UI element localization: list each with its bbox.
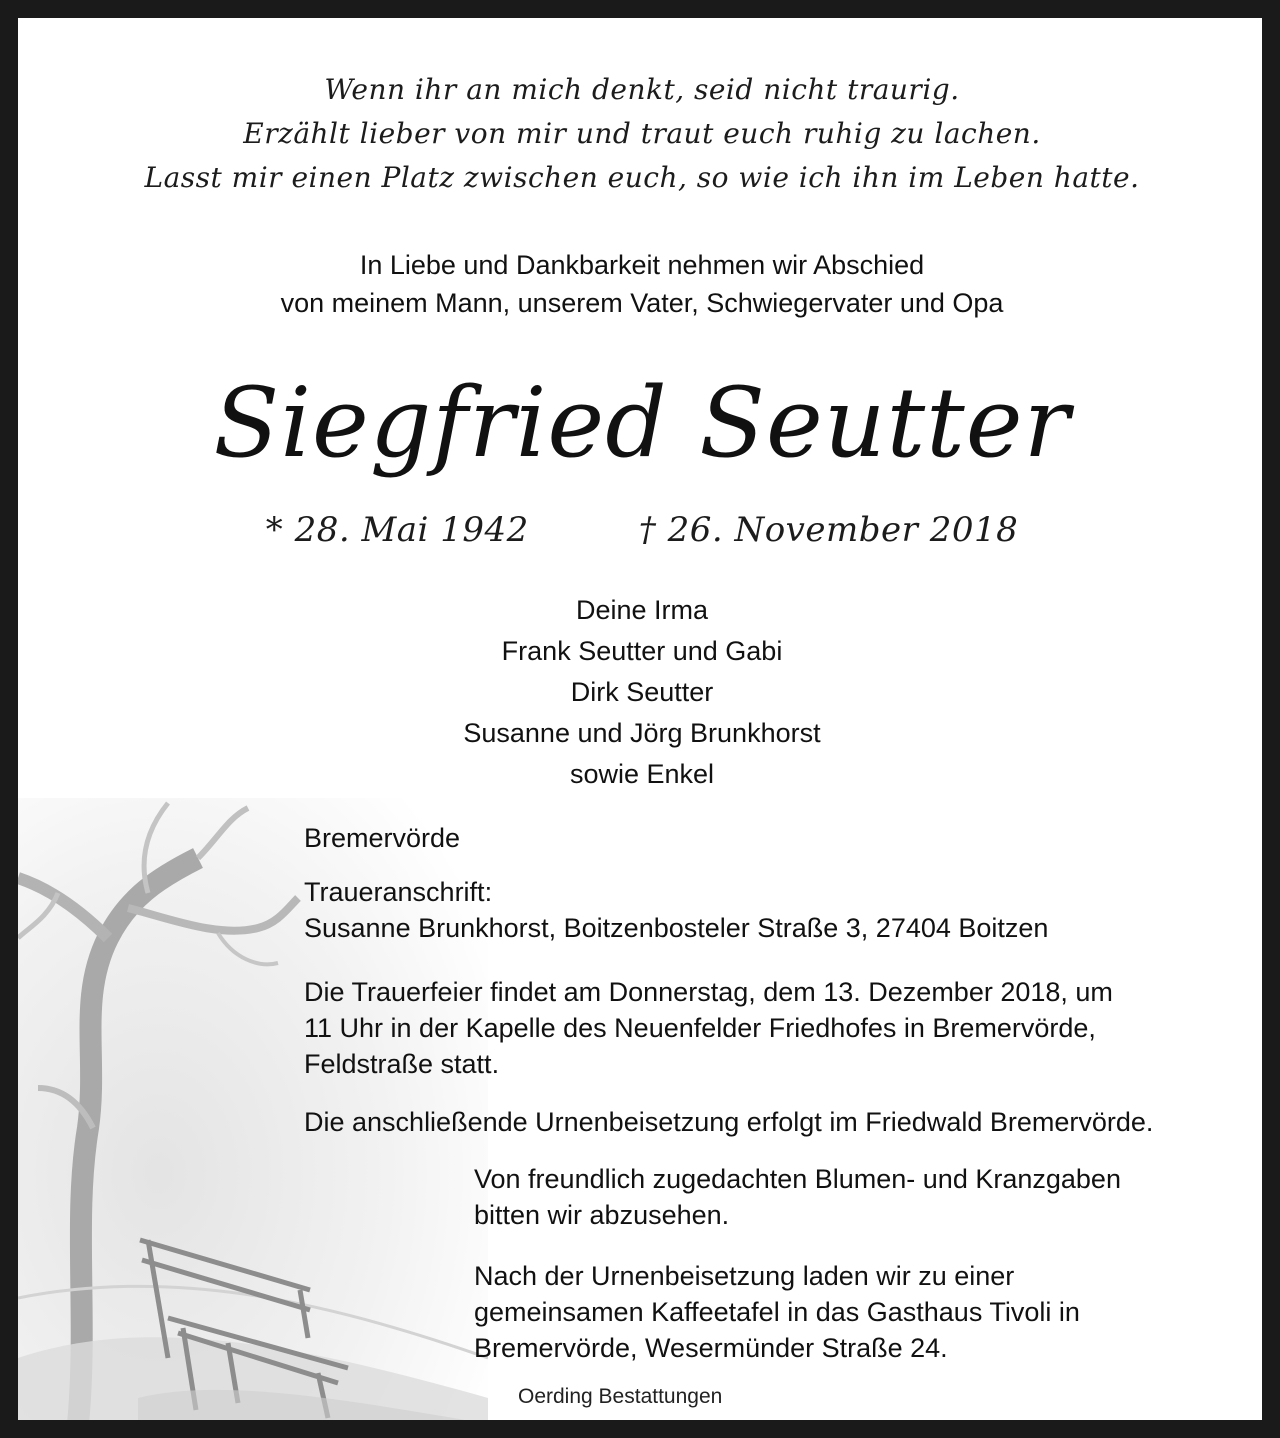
coffee-line: gemeinsamen Kaffeetafel in das Gasthaus Tivoli in <box>474 1297 1080 1327</box>
family-member: Susanne und Jörg Brunkhorst <box>463 718 821 748</box>
poem <box>18 68 1264 200</box>
coffee-line: Bremervörde, Wesermünder Straße 24. <box>474 1333 948 1363</box>
coffee-invitation <box>474 1258 1080 1366</box>
mourning-address <box>304 874 1048 946</box>
poem-line: Lasst mir einen Platz zwischen euch, so wie ich ihn im Leben hatte. <box>144 161 1140 194</box>
ceremony-line: Feldstraße statt. <box>304 1049 500 1079</box>
deceased-name: Siegfried Seutter <box>213 367 1071 479</box>
flowers-line: bitten wir abzusehen. <box>474 1200 730 1230</box>
family-list <box>18 590 1264 795</box>
poem-line: Erzählt lieber von mir und traut euch ruhig zu lachen. <box>243 117 1041 150</box>
ceremony-info <box>304 974 1113 1082</box>
family-member: Frank Seutter und Gabi <box>501 636 783 666</box>
address-label: Traueranschrift: <box>304 877 493 907</box>
funeral-home: Oerding Bestattungen <box>518 1385 723 1408</box>
flowers-line: Von freundlich zugedachten Blumen- und Kranzgaben <box>474 1164 1121 1194</box>
urn-burial-info: Die anschließende Urnenbeisetzung erfolgt im Friedwald Bremervörde. <box>304 1107 1154 1137</box>
ceremony-line: 11 Uhr in der Kapelle des Neuenfelder Friedhofes in Bremervörde, <box>304 1013 1096 1043</box>
family-member: Deine Irma <box>575 595 709 625</box>
ceremony-line: Die Trauerfeier findet am Donnerstag, dem 13. Dezember 2018, um <box>304 977 1113 1007</box>
flowers-note <box>474 1161 1121 1233</box>
place: Bremervörde <box>304 823 461 853</box>
birth-date: * 28. Mai 1942 <box>265 510 529 550</box>
address-line: Susanne Brunkhorst, Boitzenbosteler Straße 3, 27404 Boitzen <box>304 913 1049 943</box>
coffee-line: Nach der Urnenbeisetzung laden wir zu einer <box>474 1261 1015 1291</box>
intro-line: von meinem Mann, unserem Vater, Schwiegervater und Opa <box>280 288 1004 318</box>
life-dates <box>18 508 1264 552</box>
farewell-intro <box>18 246 1264 322</box>
obituary-notice <box>16 16 1264 1422</box>
poem-line: Wenn ihr an mich denkt, seid nicht traurig. <box>324 73 960 106</box>
family-member: Dirk Seutter <box>570 677 714 707</box>
family-member: sowie Enkel <box>569 759 715 789</box>
death-date: † 26. November 2018 <box>638 510 1019 550</box>
intro-line: In Liebe und Dankbarkeit nehmen wir Abschied <box>359 250 925 280</box>
